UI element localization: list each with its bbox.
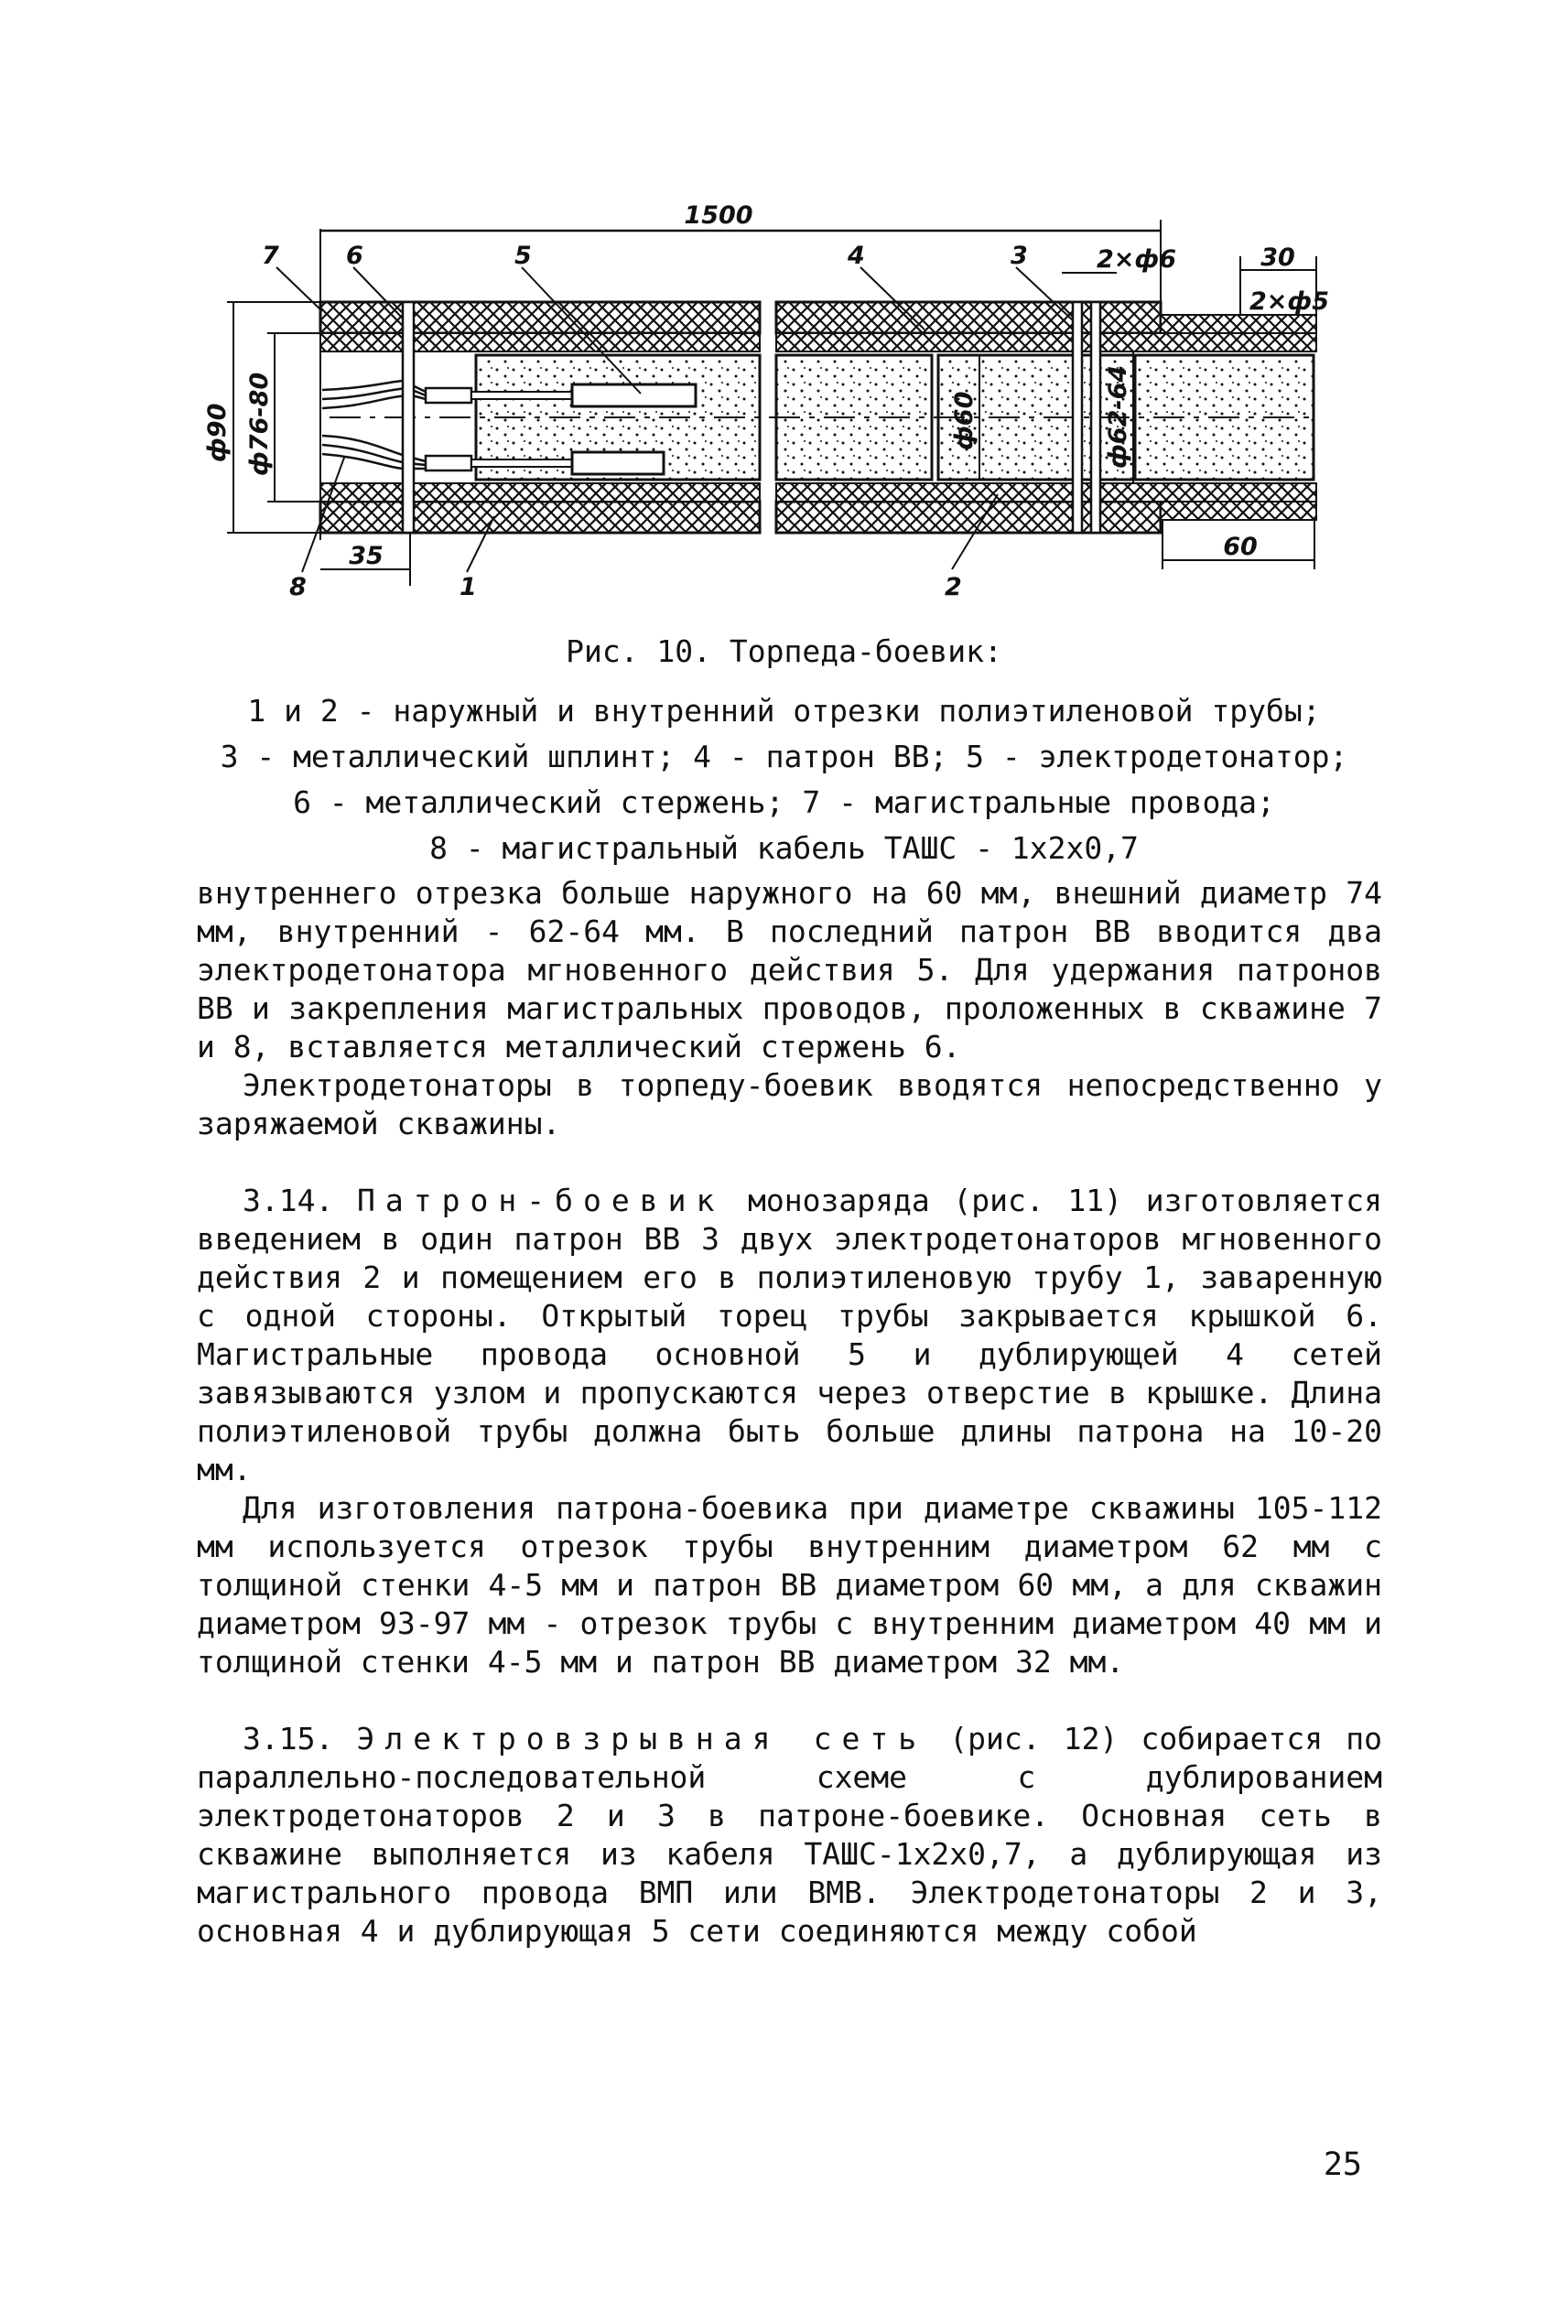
label-7: 7 (262, 242, 279, 270)
section-text: (рис. 12) собирается по параллельно-последовательной схеме с дублированием электродетонаторов 2 и 3 в патроне-боевике. Основная сеть в скважине выполняется из кабеля ТАШС-1х2х0,7, а дублирующая из магистрального провода ВМП или ВМВ. Электродетонаторы 2 и 3, основная 4 и дублирующая 5 сети соединяются между собой (197, 1721, 1382, 1949)
metal-rod (403, 302, 414, 533)
legend-line: 1 и 2 - наружный и внутренний отрезки полиэтиленовой трубы; (247, 693, 1321, 729)
paragraph: Для изготовления патрона-боевика при диаметре скважины 105-112 мм используется отрезок трубы внутренним диаметром 62 мм с толщиной стенки 4-5 мм и патрон ВВ диаметром 60 мм, а для скважин диаметром 93-97 мм - отрезок трубы с внутренним диаметром 40 мм и толщиной стенки 4-5 мм и патрон ВВ диаметром 32 мм. (197, 1490, 1382, 1680)
page-number: 25 (1323, 2146, 1362, 2183)
dim-phi62-64: ф62-64 (1104, 364, 1132, 469)
section-term: Электровзрывная сеть (356, 1721, 927, 1757)
paragraph: Электродетонаторы в торпеду-боевик вводятся непосредственно у заряжаемой скважины. (197, 1067, 1382, 1141)
figure-legend (0, 688, 1568, 871)
dim-30: 30 (1260, 243, 1295, 272)
dim-phi60: ф60 (950, 391, 979, 450)
dim-phi76-80: ф76-80 (245, 372, 274, 476)
cotter-pin-2 (1091, 302, 1100, 533)
label-1: 1 (460, 573, 477, 601)
section-3-14 (197, 1182, 1382, 1489)
label-4: 4 (848, 242, 865, 270)
label-2: 2 (945, 573, 962, 601)
dim-60: 60 (1223, 533, 1258, 561)
cotter-pin-1 (1073, 302, 1082, 533)
torpedo-figure (0, 0, 1568, 622)
label-6: 6 (346, 242, 363, 270)
dim-2x6: 2×ф6 (1097, 245, 1176, 274)
dim-35: 35 (349, 542, 384, 570)
label-3: 3 (1011, 242, 1028, 270)
legend-line: 6 - металлический стержень; 7 - магистральные провода; (293, 784, 1275, 820)
legend-line: 3 - металлический шплинт; 4 - патрон ВВ; 5 - электродетонатор; (220, 739, 1348, 774)
label-5: 5 (514, 242, 532, 270)
section-number: 3.14. (243, 1183, 334, 1218)
section-number: 3.15. (243, 1721, 334, 1757)
section-3-15 (197, 1720, 1382, 1951)
body-text (197, 874, 1382, 1951)
figure-caption: Рис. 10. Торпеда-боевик: (566, 633, 1002, 669)
legend-line: 8 - магистральный кабель ТАШС - 1х2х0,7 (429, 830, 1139, 866)
section-text: монозаряда (рис. 11) изготовляется введением в один патрон ВВ 3 двух электродетонаторов мгновенного действия 2 и помещением его в полиэтиленовую трубу 1, заваренную с одной стороны. Открытый торец трубы закрывается крышкой 6. Магистральные провода основной 5 и дублирующей 4 сетей завязываются узлом и пропускаются через отверстие в крышке. Длина полиэтиленовой трубы должна быть больше длины патрона на 10-20 мм. (197, 1183, 1382, 1487)
label-8: 8 (289, 573, 307, 601)
dim-phi90: ф90 (203, 403, 232, 462)
paragraph: внутреннего отрезка больше наружного на 60 мм, внешний диаметр 74 мм, внутренний - 62-64 мм. В последний патрон ВВ вводится два электродетонатора мгновенного действия 5. Для удержания патронов ВВ и закрепления магистральных проводов, проложенных в скважине 7 и 8, вставляется металлический стержень 6. (197, 875, 1382, 1065)
dim-1500: 1500 (684, 201, 753, 230)
dim-2x5: 2×ф5 (1249, 287, 1329, 316)
section-term: Патрон-боевик (357, 1183, 725, 1218)
